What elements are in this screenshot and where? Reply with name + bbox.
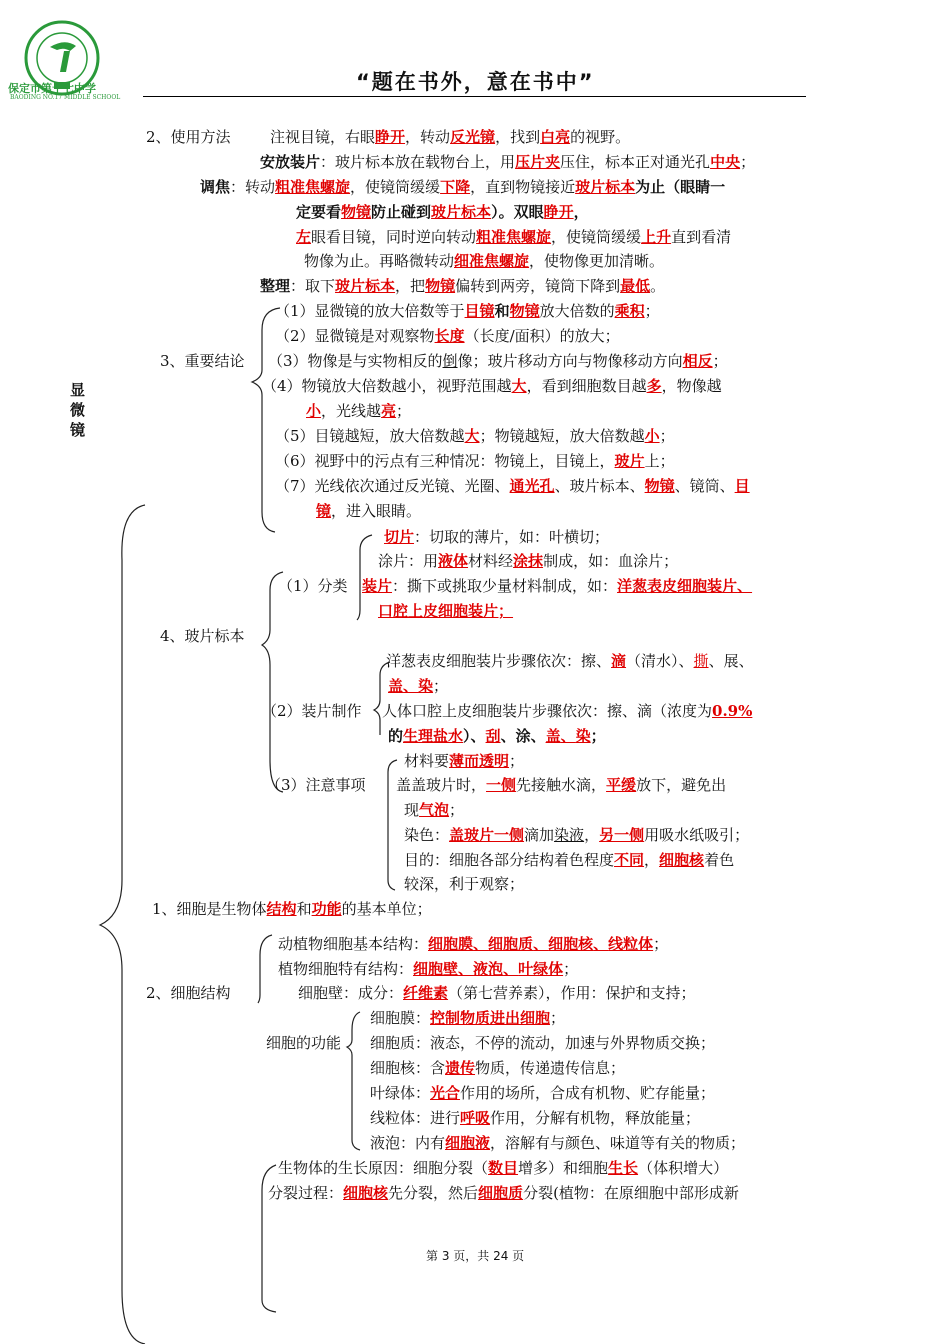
page-number: 第 3 页，共 24 页 <box>426 1249 525 1263</box>
mitochondria: 线粒体：进行呼吸作用，分解有机物，释放能量； <box>370 1109 701 1127</box>
basic-structure: 动植物细胞基本结构：细胞膜、细胞质、细胞核、线粒体； <box>278 935 669 953</box>
logo-english-name: BAODING NO.17 MIDDLE SCHOOL <box>10 94 121 101</box>
cell-unit: 1、细胞是生物体结构和功能的基本单位； <box>152 900 432 918</box>
conclusion-7: （7）光线依次通过反光镜、光圈、通光孔、玻片标本、物镜、镜筒、目 <box>275 477 750 495</box>
conclusion-label: 3、重要结论 <box>160 352 245 370</box>
usage-label: 2、使用方法 <box>146 128 231 146</box>
conclusion-2: （2）显微镜是对观察物长度（长度/面积）的放大； <box>275 327 620 345</box>
plant-structure: 植物细胞特有结构：细胞壁、液泡、叶绿体； <box>278 960 579 978</box>
cell-structure-label: 2、细胞结构 <box>146 984 231 1002</box>
logo-chinese-name: 保定市第十七中学 <box>8 82 96 95</box>
page-title: “题在书外，意在书中” <box>356 70 595 94</box>
slide-label: 4、玻片标本 <box>160 627 245 645</box>
cytoplasm: 细胞质：液态，不停的流动，加速与外界物质交换； <box>370 1034 716 1052</box>
cell-function-label: 细胞的功能 <box>266 1034 342 1052</box>
usage-line-1: 注视目镜，右眼睁开，转动反光镜，找到白亮的视野。 <box>270 128 631 146</box>
conclusion-4: （4）物镜放大倍数越小，视野范围越大，看到细胞数目越多，物像越 <box>262 377 722 395</box>
note-1: 材料要薄而透明； <box>404 752 525 770</box>
smear: 涂片：用液体材料经涂抹制成，如：血涂片； <box>378 552 679 570</box>
usage-line-2: 安放装片：玻片标本放在载物台上，用压片夹压住，标本正对通光孔中央； <box>260 153 756 171</box>
conclusion-1: （1）显微镜的放大倍数等于目镜和物镜放大倍数的乘积； <box>275 302 660 320</box>
mount-2: 口腔上皮细胞装片； <box>378 602 514 620</box>
note-3: 现气泡； <box>404 801 465 819</box>
note-4: 染色：盖玻片一侧滴加染液，另一侧用吸水纸吸引； <box>404 826 750 844</box>
usage-line-5: 左眼看目镜，同时逆向转动粗准焦螺旋，使镜筒缓缓上升直到看清 <box>296 228 732 246</box>
cheek-steps: 人体口腔上皮细胞装片步骤依次：擦、滴（浓度为0.9% <box>382 702 753 720</box>
slide-category-label: （1）分类 <box>278 577 348 595</box>
usage-line-4: 定要看物镜防止碰到玻片标本）。双眼睁开， <box>296 203 589 221</box>
usage-line-7: 整理：取下玻片标本，把物镜偏转到两旁，镜筒下降到最低。 <box>260 277 666 295</box>
chloroplast: 叶绿体：光合作用的场所，合成有机物、贮存能量； <box>370 1084 716 1102</box>
onion-steps: 洋葱表皮细胞装片步骤依次：擦、滴（清水）、撕、展、 <box>386 652 754 670</box>
mount: 装片：撕下或挑取少量材料制成，如：洋葱表皮细胞装片、 <box>362 577 753 595</box>
cell-membrane: 细胞膜：控制物质进出细胞； <box>370 1009 566 1027</box>
growth-reason: 生物体的生长原因：细胞分裂（数目增多）和细胞生长（体积增大） <box>278 1159 729 1177</box>
conclusion-3: （3）物像是与实物相反的倒像；玻片移动方向与物像移动方向相反； <box>268 352 728 370</box>
slide-section: 切片：切取的薄片，如：叶横切； <box>384 528 610 546</box>
note-2: 盖盖玻片时，一侧先接触水滴，平缓放下，避免出 <box>396 776 727 794</box>
onion-steps-2: 盖、染； <box>388 677 449 695</box>
note-5: 目的：细胞各部分结构着色程度不同，细胞核着色 <box>404 851 735 869</box>
cheek-steps-2: 的生理盐水）、刮、涂、盖、染； <box>388 727 606 745</box>
cell-wall: 细胞壁：成分：纤维素（第七营养素），作用：保护和支持； <box>298 984 696 1002</box>
side-label: 显微镜 <box>70 381 86 439</box>
usage-line-6: 物像为止。再略微转动细准焦螺旋，使物像更加清晰。 <box>304 252 665 270</box>
mount-making-label: （2）装片制作 <box>262 702 362 720</box>
conclusion-7b: 镜，进入眼睛。 <box>316 502 422 520</box>
conclusion-6: （6）视野中的污点有三种情况：物镜上，目镜上，玻片上； <box>275 452 675 470</box>
usage-line-3: 调焦：转动粗准焦螺旋，使镜筒缓缓下降，直到物镜接近玻片标本为止（眼睛一 <box>200 178 726 196</box>
conclusion-5: （5）目镜越短，放大倍数越大；物镜越短，放大倍数越小； <box>275 427 675 445</box>
nucleus: 细胞核：含遗传物质，传递遗传信息； <box>370 1059 626 1077</box>
note-6: 较深，利于观察； <box>404 875 525 893</box>
vacuole: 液泡：内有细胞液，溶解有与颜色、味道等有关的物质； <box>370 1134 746 1152</box>
notes-label: （3）注意事项 <box>266 776 366 794</box>
conclusion-4b: 小，光线越亮； <box>306 402 412 420</box>
division-process: 分裂过程：细胞核先分裂，然后细胞质分裂(植物：在原细胞中部形成新 <box>268 1184 739 1202</box>
